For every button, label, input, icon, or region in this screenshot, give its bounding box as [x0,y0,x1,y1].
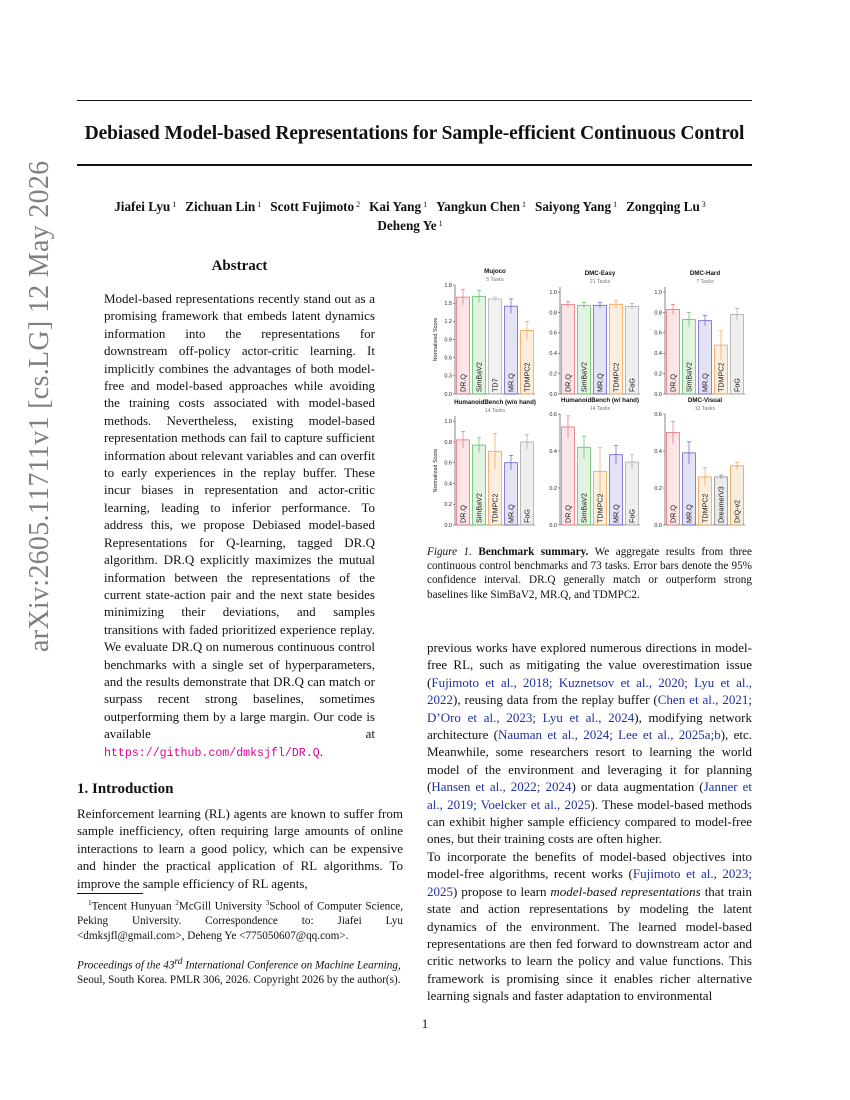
fn-aff-2: McGill University [178,900,266,913]
arxiv-identifier[interactable]: arXiv:2605.11711v1 [cs.LG] 12 May 2026 [24,160,55,652]
y-tick-label: 0.0 [654,522,662,529]
y-tick-label: 1.8 [444,282,452,289]
bar-label: MR.Q [506,373,516,392]
fn-sup-2: 2 [175,899,179,907]
y-tick-label: 0.4 [549,351,557,358]
y-tick-label: 0.9 [444,337,452,344]
author-name: Scott Fujimoto [270,199,355,214]
bar-label: DR.Q [563,505,573,523]
panel-subtitle: 5 Tasks [486,277,504,283]
bar-label: DrQ-v2 [732,499,742,523]
y-tick-label: 0.4 [444,481,452,488]
author-name: Zichuan Lin [185,199,256,214]
y-tick-label: 0.8 [549,310,557,317]
y-tick-label: 0.2 [549,485,557,492]
bar-label: TD7 [490,378,500,392]
bar-label: TDMPC2 [490,493,500,523]
proc-num: 43 [163,959,175,972]
bar-label: DR.Q [458,505,468,523]
affiliation-footnote [77,896,403,943]
bar-label: SimBaV2 [579,493,589,523]
bar-label: TDMPC2 [716,362,726,392]
panel-title: HumanoidBench (w/ hand) [560,397,640,404]
p1-t3: ), modifying network architecture ( [427,709,752,743]
author-name: Deheng Ye [377,218,437,233]
y-tick-label: 0.0 [549,522,557,529]
p1-t5: ) or data augmentation ( [571,779,704,795]
y-tick-label: 0.0 [654,391,662,398]
y-tick-label: 0.2 [654,371,662,378]
author-affiliation: 3 [701,200,706,209]
intro-paragraph: Reinforcement learning (RL) agents are known to suffer from sample inefficiency, often requiring large amounts of online interactions to learn a good policy, which can be expensive and hinder the practical application of RL algorithms. To improve the sample efficiency of RL agents, [77,806,403,891]
y-tick-label: 0.2 [549,371,557,378]
p1-t6: ). These model-based methods can exhibit higher sample efficiency compared to model-free ones, but their training costs are often higher. [427,796,752,847]
abstract-text: Model-based representations recently stand out as a promising framework that embeds latent dynamics information into the representations for downstream off-policy actor-critic learning. It implicitly combines the advantages of both model-free and model-based approaches while avoiding the training costs associated with model-based methods. Nevertheless, existing model-based representation methods can fail to capture sufficient information about relevant variables and can overfit to early experiences in the replay buffer. These incur biases in representation and actor-critic learning, leading to inferior performance. To address this, we propose Debiased model-based Representations for Q-learning, tagged DR.Q algorithm. DR.Q explicitly maximizes the mutual information between the representations of the current state-action pair and the next state besides minimizing their deviations, and samples transitions with faded prioritized experience replay. We evaluate DR.Q on numerous continuous control benchmarks with a single set of hyperparameters, and the results demonstrate that DR.Q can match or surpass recent strong baselines, sometimes outperforming them by a large margin. Our code is available at [104,291,375,742]
p2-t2: ) propose to learn [453,883,551,899]
figure-caption [427,545,752,602]
author-name: Zongqing Lu [626,199,700,214]
caption-text: We aggregate results from three continuous control benchmarks and 73 tasks. Error bars denote the 95% confidence interval. DR.Q generally match or outperform strong baselines like SimBaV2, MR.Q, and TDMPC2. [427,546,752,601]
y-tick-label: 0.6 [444,460,452,467]
bar-label: FoG [627,509,637,523]
bar-label: MR.Q [595,373,605,392]
bar-label: FoG [522,509,532,523]
y-tick-label: 0.6 [654,330,662,337]
citation-link[interactable]: Hansen et al., 2022; 2024 [431,779,572,795]
p1-t2: ), reusing data from the replay buffer ( [453,692,658,708]
author-name: Kai Yang [369,199,422,214]
citation-link[interactable]: Nauman et al., 2024; Lee et al., 2025a;b [497,727,721,743]
y-tick-label: 1.2 [444,319,452,326]
y-tick-label: 0.0 [549,391,557,398]
panel-title: DMC-Easy [584,270,616,277]
abstract-end: . [319,743,323,759]
bar-label: TDMPC2 [595,493,605,523]
right-column-paragraph-2 [427,848,752,1005]
author-affiliation: 1 [423,200,428,209]
code-link[interactable]: https://github.com/dmksjfl/DR.Q [104,746,320,760]
top-rule [77,100,752,101]
author-affiliation: 1 [522,200,526,209]
bar-label: DR.Q [458,374,468,392]
fn-sup-3: 3 [265,899,270,907]
bar-label: FoG [732,378,742,392]
abstract-heading: Abstract [211,258,268,274]
author-affiliation: 1 [438,219,443,228]
bar-label: MR.Q [684,504,694,523]
fn-aff-1: Tencent Hunyuan [91,900,176,913]
y-tick-label: 1.0 [549,289,557,296]
caption-bold: Benchmark summary. [478,546,589,558]
y-tick-label: 0.4 [654,448,662,455]
right-column-paragraph-1 [427,639,752,848]
panel-subtitle: 14 Tasks [589,406,611,412]
y-tick-label: 0.2 [654,485,662,492]
proc-a: Proceedings of the [77,959,164,972]
bar-label: TDMPC2 [522,362,532,392]
y-tick-label: 1.0 [444,418,452,425]
y-tick-label: 1.0 [654,289,662,296]
proc-sup: rd [174,957,183,967]
y-tick-label: 0.4 [654,351,662,358]
fn-aff-3: School of Computer Science, Peking University. Correspondence to: Jiafei Lyu <dmksjfl@gmail.com>, Deheng Ye <775050607@qq.com>. [77,900,403,942]
author-name: Yangkun Chen [436,199,520,214]
bar-label: DR.Q [668,505,678,523]
citation-link[interactable]: Janner et al., 2019; Voelcker et al., 2025 [427,779,752,812]
paper-title: Debiased Model-based Representations for Sample-efficient Continuous Control [84,123,745,144]
bar-label: MR.Q [506,504,516,523]
author-name: Saiyong Yang [535,199,612,214]
bar-label: DR.Q [668,374,678,392]
p1-t4: ), etc. Meanwhile, some researchers resort to learning the world model of the environment and leveraging it for planning ( [427,727,752,795]
citation-link[interactable]: Fujimoto et al., 2018; Kuznetsov et al., 2020; Lyu et al., 2022 [427,674,752,708]
y-tick-label: 0.8 [444,439,452,446]
p1-t1: previous works have explored numerous directions in model-free RL, such as mitigating the value overestimation issue ( [427,640,752,690]
caption-label: Figure 1. [427,546,472,558]
footnote-rule [77,893,143,894]
intro-heading: 1. Introduction [77,781,174,797]
y-tick-label: 0.3 [444,373,452,380]
bar-label: TDMPC2 [700,493,710,523]
panel-subtitle: 21 Tasks [589,279,611,285]
benchmark-figure [425,265,755,535]
panel-subtitle: 12 Tasks [694,406,716,412]
p2-t1: To incorporate the benefits of model-based objectives into model-free algorithms, recent works ( [427,849,752,882]
fn-sup-1: 1 [88,899,92,907]
panel-title: DMC-Hard [689,270,721,277]
author-affiliation: 1 [257,200,262,209]
y-tick-label: 0.0 [444,391,452,398]
author-affiliation: 2 [356,200,361,209]
proc-c: , Seoul, South Korea. PMLR 306, 2026. Copyright 2026 by the author(s). [77,959,401,987]
y-tick-label: 0.2 [444,502,452,509]
panel-title: HumanoidBench (w/o hand) [454,399,536,406]
y-tick-label: 0.4 [549,448,557,455]
bar-label: DreamerV3 [716,486,726,523]
y-tick-label: 0.8 [654,310,662,317]
y-tick-label: 0.6 [549,411,557,418]
p2-em: model-based representations [550,883,701,899]
title-rule [77,164,752,166]
y-axis-label: Normalized Score [433,317,439,362]
author-affiliation: 1 [613,200,618,209]
bar-label: FoG [627,378,637,392]
y-tick-label: 1.5 [444,300,452,307]
bar-label: MR.Q [700,373,710,392]
bar-label: SimBaV2 [474,493,484,523]
bar-label: SimBaV2 [474,362,484,392]
proceedings-note [77,955,403,988]
panel-title: DMC-Visual [687,397,723,404]
y-tick-label: 0.6 [549,330,557,337]
panel-subtitle: 7 Tasks [696,279,714,285]
proc-b: International Conference on Machine Learning [182,959,398,972]
panel-subtitle: 14 Tasks [484,408,506,414]
p2-t3: that train state and action representations by modeling the latent dynamics of the environment. The learned model-based representations are then fed forward to downstream actor and critic networks to learn the policy and value functions. This framework is promising since it enables richer alternative learning signals and faster adaptation to environmental [427,883,752,1004]
author-name: Jiafei Lyu [114,199,171,214]
citation-link[interactable]: Fujimoto et al., 2023; 2025 [427,866,752,899]
y-axis-label: Normalized Score [433,448,439,493]
bar-label: SimBaV2 [579,362,589,392]
y-tick-label: 0.6 [654,411,662,418]
bar-label: MR.Q [611,504,621,523]
page-number: 1 [421,1016,429,1031]
citation-link[interactable]: Chen et al., 2021; D’Oro et al., 2023; Lyu et al., 2024 [427,692,752,725]
bar-label: TDMPC2 [611,362,621,392]
author-affiliation: 1 [172,200,177,209]
y-tick-label: 0.6 [444,355,452,362]
abstract-body [104,290,375,762]
y-tick-label: 0.0 [444,522,452,529]
bar-label: SimBaV2 [684,362,694,392]
bar-label: DR.Q [563,374,573,392]
author-list [77,196,752,234]
panel-title: Mujoco [484,268,506,275]
